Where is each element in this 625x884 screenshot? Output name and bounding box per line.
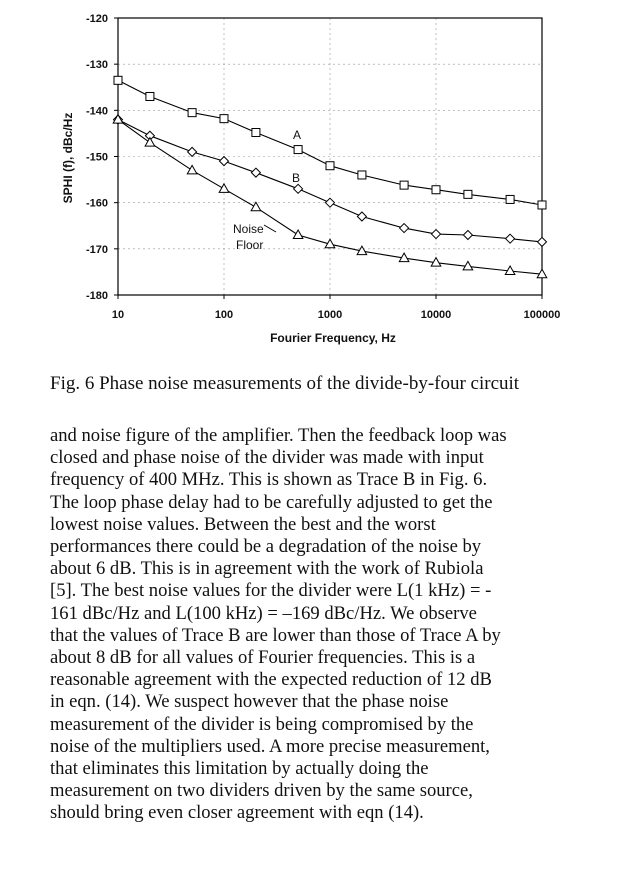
annotation-a: A: [293, 128, 302, 142]
y-axis-ticks: [86, 13, 118, 302]
data-point-square: [326, 162, 334, 170]
body-line: about 8 dB for all values of Fourier frequencies. This is a: [50, 647, 476, 669]
data-point-diamond: [432, 230, 441, 239]
body-line: in eqn. (14). We suspect however that the phase noise: [50, 691, 449, 713]
data-point-square: [432, 186, 440, 194]
series-line: [118, 120, 542, 275]
y-tick-label: -120: [85, 13, 108, 25]
data-point-diamond: [463, 230, 472, 239]
body-line: about 6 dB. This is in agreement with the work of Rubiola: [50, 558, 484, 580]
data-point-diamond: [326, 198, 335, 207]
data-point-diamond: [251, 168, 260, 177]
data-point-triangle: [219, 184, 229, 193]
data-point-square: [400, 181, 408, 189]
body-line: and noise figure of the amplifier. Then the feedback loop was: [50, 425, 507, 446]
x-axis-ticks: [112, 295, 560, 321]
data-point-square: [538, 201, 546, 209]
body-line: closed and phase noise of the divider was made with input: [50, 447, 484, 469]
x-tick-label: 10: [111, 309, 125, 321]
data-point-square: [220, 115, 228, 123]
data-point-square: [294, 146, 302, 154]
body-line: noise of the multipliers used. A more precise measurement,: [50, 735, 490, 757]
x-tick-label: 1000: [317, 309, 343, 321]
body-line: measurement of the divider is being compromised by the: [50, 713, 474, 735]
data-point-diamond: [220, 157, 229, 166]
data-point-square: [506, 195, 514, 203]
y-axis-title: SPHI (f), dBc/Hz: [61, 112, 75, 204]
y-tick-label: -140: [85, 105, 108, 118]
data-point-diamond: [506, 234, 515, 243]
body-line: [5]. The best noise values for the divider were L(1 kHz) = -: [50, 580, 492, 602]
data-point-diamond: [538, 237, 547, 246]
y-tick-label: -180: [85, 290, 108, 302]
annotation-noise: Noise: [233, 222, 264, 236]
data-point-diamond: [400, 224, 409, 233]
body-line: measurement on two dividers driven by the same source,: [50, 780, 473, 802]
y-tick-label: -150: [85, 151, 108, 164]
body-line: 161 dBc/Hz and L(100 kHz) = –169 dBc/Hz. We observe: [50, 602, 477, 624]
data-point-triangle: [251, 202, 261, 211]
data-point-triangle: [145, 138, 155, 147]
figure-caption: Fig. 6 Phase noise measurements of the divide-by-four circuit: [50, 373, 520, 394]
body-line: that the values of Trace B are lower than those of Trace A by: [50, 624, 501, 646]
x-tick-label: 100000: [523, 309, 561, 321]
phase-noise-chart: [0, 0, 625, 350]
body-line: that eliminates this limitation by actually doing the: [50, 758, 429, 780]
x-tick-label: 10000: [420, 309, 452, 321]
data-point-diamond: [188, 147, 197, 156]
annotation-b: B: [292, 171, 301, 185]
y-tick-label: -170: [85, 243, 108, 256]
data-point-square: [188, 109, 196, 117]
annotation-floor: Floor: [236, 238, 264, 252]
x-tick-label: 100: [214, 309, 234, 321]
series-layer: [113, 76, 547, 277]
body-line: The loop phase delay had to be carefully adjusted to get the: [50, 491, 493, 513]
body-line: reasonable agreement with the expected reduction of 12 dB: [50, 669, 492, 691]
data-point-diamond: [357, 212, 366, 221]
data-point-triangle: [187, 165, 197, 174]
body-line: lowest noise values. Between the best and the worst: [50, 513, 436, 535]
data-point-square: [252, 128, 260, 136]
body-paragraph: [50, 425, 602, 825]
chart-grid: [118, 18, 542, 295]
data-point-square: [114, 76, 122, 84]
x-axis-title: Fourier Frequency, Hz: [270, 331, 396, 345]
noise-floor-pointer: [264, 225, 276, 232]
body-line: should bring even closer agreement with eqn (14).: [50, 802, 424, 824]
data-point-square: [146, 92, 154, 100]
y-tick-label: -130: [85, 59, 108, 72]
body-line: performances there could be a degradation of the noise by: [50, 536, 482, 558]
data-point-triangle: [293, 230, 303, 239]
body-line: frequency of 400 MHz. This is shown as Trace B in Fig. 6.: [50, 469, 488, 491]
data-point-diamond: [294, 184, 303, 193]
data-point-square: [464, 190, 472, 198]
data-point-square: [358, 171, 366, 179]
y-tick-label: -160: [85, 197, 108, 210]
